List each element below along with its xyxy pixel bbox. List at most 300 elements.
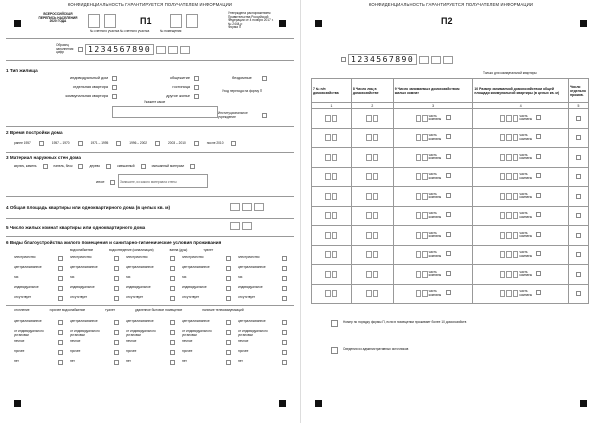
digit-box[interactable] (332, 212, 338, 219)
digit-box[interactable] (332, 173, 338, 180)
checkbox[interactable] (114, 360, 119, 365)
checkbox[interactable] (446, 154, 451, 159)
checkbox[interactable] (226, 286, 231, 291)
digit-box[interactable] (325, 212, 331, 219)
note-more-households: Номер по порядку формы П, если в помещении проживает более 10 домохозяйств (343, 320, 467, 324)
checkbox[interactable] (282, 286, 287, 291)
digit-box[interactable] (373, 290, 379, 297)
amenity-option: централизованное (126, 319, 154, 323)
checkbox[interactable] (114, 340, 119, 345)
confidentiality-header: КОНФИДЕНЦИАЛЬНОСТЬ ГАРАНТИРУЕТСЯ ПОЛУЧАТЕЛЕМ ИНФОРМАЦИИ (67, 2, 233, 7)
digit-box[interactable] (506, 134, 512, 141)
amenity-option: печное (182, 339, 193, 343)
col-census-label: № помещения (160, 29, 182, 33)
form-code-p1: П1 (140, 16, 152, 26)
col-number: 1 (312, 103, 352, 109)
checkbox[interactable] (446, 115, 451, 120)
checkbox[interactable] (58, 276, 63, 281)
checkbox[interactable] (170, 360, 175, 365)
digit-box[interactable] (332, 134, 338, 141)
digit-box[interactable] (180, 46, 190, 54)
digit-box[interactable] (500, 290, 506, 297)
checkbox[interactable] (231, 141, 236, 146)
digit-box[interactable] (506, 271, 512, 278)
digit-box[interactable] (422, 251, 428, 258)
checkbox[interactable] (576, 135, 581, 140)
digit-box[interactable] (506, 193, 512, 200)
amenity-option: индивидуальное (182, 285, 207, 289)
digit-box[interactable] (332, 232, 338, 239)
checkbox[interactable] (282, 276, 287, 281)
amenity-option: нет (126, 359, 131, 363)
checkbox[interactable] (331, 320, 338, 327)
checkbox[interactable] (112, 85, 117, 90)
checkbox[interactable] (536, 134, 541, 139)
table-row (312, 109, 589, 129)
checkbox[interactable] (194, 141, 199, 146)
amenity-option: отсутствует (126, 295, 144, 299)
amenity-option: газ (126, 275, 131, 279)
checkbox[interactable] (226, 350, 231, 355)
digit-box[interactable] (513, 212, 519, 219)
checkbox[interactable] (110, 180, 115, 185)
digit-box[interactable] (422, 154, 428, 161)
checkbox[interactable] (536, 271, 541, 276)
sample-digits: 1234567890 (85, 44, 154, 55)
table-row (312, 128, 589, 148)
digit-box[interactable] (168, 46, 178, 54)
checkbox[interactable] (446, 271, 451, 276)
checkbox[interactable] (58, 350, 63, 355)
digit-box[interactable] (500, 232, 506, 239)
amenity-option: централизованное (126, 265, 154, 269)
digit-box[interactable] (506, 290, 512, 297)
amenity-option: печное (70, 339, 81, 343)
digit-box[interactable] (422, 115, 428, 122)
room-part-label: часть комнаты (519, 250, 533, 258)
room-part-label: часть комнаты (428, 152, 442, 161)
checkbox[interactable] (282, 360, 287, 365)
digit-box[interactable] (416, 232, 422, 239)
checkbox[interactable] (112, 76, 117, 81)
checkbox[interactable] (576, 174, 581, 179)
digit-box[interactable] (373, 193, 379, 200)
digit-box[interactable] (416, 154, 422, 161)
digit-box[interactable] (325, 134, 331, 141)
checkbox[interactable] (170, 320, 175, 325)
digit-box[interactable] (325, 232, 331, 239)
amenity-option: газ (238, 275, 243, 279)
confidentiality-header: КОНФИДЕНЦИАЛЬНОСТЬ ГАРАНТИРУЕТСЯ ПОЛУЧАТЕЛЕМ ИНФОРМАЦИИ (368, 2, 534, 7)
option-apartment: отдельная квартира (72, 85, 108, 89)
digit-box[interactable] (513, 134, 519, 141)
rooms-input[interactable] (230, 222, 252, 230)
checkbox[interactable] (114, 256, 119, 261)
digit-box[interactable] (422, 290, 428, 297)
approval-note: Утверждена распоряжением Правительства Российской Федерации от 4 ноября 2017 г. № 2444-р (228, 11, 274, 26)
digit-box[interactable] (513, 232, 519, 239)
amenity-column-heads: водоснабжение водоотведение (канализация) ванна (душ) туалет (70, 248, 214, 252)
checkbox[interactable] (194, 94, 199, 99)
checkbox[interactable] (446, 212, 451, 217)
form-p2-page (300, 0, 600, 423)
amenity-option: газ (14, 275, 19, 279)
room-part-label: часть комнаты (428, 289, 442, 297)
checkbox[interactable] (576, 252, 581, 257)
checkbox[interactable] (536, 154, 541, 159)
census-region-box[interactable] (88, 14, 100, 28)
table-row (312, 206, 589, 226)
checkbox[interactable] (536, 232, 541, 237)
sample-digits: 1234567890 (348, 54, 417, 65)
digit-box[interactable] (513, 193, 519, 200)
checkbox[interactable] (58, 286, 63, 291)
digit-box[interactable] (416, 134, 422, 141)
digit-box[interactable] (506, 173, 512, 180)
checkbox[interactable] (170, 330, 175, 335)
checkbox[interactable] (78, 164, 83, 169)
digit-box[interactable] (373, 212, 379, 219)
amenity-option: электричество (238, 255, 260, 259)
amenity-option: отсутствует (14, 295, 32, 299)
col-number: 5 (568, 103, 588, 109)
digit-box[interactable] (506, 232, 512, 239)
checkbox[interactable] (536, 115, 541, 120)
registration-mark (279, 400, 286, 407)
checkbox[interactable] (576, 116, 581, 121)
amenity-option: централизованное (70, 319, 98, 323)
room-part-label: часть комнаты (428, 172, 442, 180)
amenity-option: централизованное (14, 265, 42, 269)
digit-box[interactable] (416, 193, 422, 200)
checkbox[interactable] (226, 360, 231, 365)
checkbox[interactable] (58, 320, 63, 325)
room-part-label: часть комнаты (519, 269, 533, 278)
digit-box[interactable] (506, 115, 512, 122)
specify-label: Укажите какое (144, 100, 166, 104)
digit-box[interactable] (513, 271, 519, 278)
amenity-option: централизованное (238, 319, 266, 323)
digit-box[interactable] (373, 115, 379, 122)
checkbox[interactable] (226, 276, 231, 281)
digit-box[interactable] (373, 173, 379, 180)
checkbox[interactable] (112, 94, 117, 99)
digit-box[interactable] (419, 56, 429, 64)
digit-box[interactable] (513, 251, 519, 258)
digit-box[interactable] (500, 271, 506, 278)
amenity-option: прочее (238, 349, 249, 353)
digit-box[interactable] (366, 212, 372, 219)
census-region-box[interactable] (104, 14, 116, 28)
amenity-option: централизованное (238, 265, 266, 269)
digit-box[interactable] (500, 115, 506, 122)
digit-box[interactable] (422, 173, 428, 180)
amenity-option: газ (182, 275, 187, 279)
digit-box[interactable] (506, 251, 512, 258)
area-input[interactable] (230, 203, 264, 211)
table-row (312, 265, 589, 285)
amenity-option: электричество (182, 255, 204, 259)
registration-mark (14, 400, 21, 407)
amenity-option: от индивидуального установки (126, 329, 156, 337)
checkbox[interactable] (536, 173, 541, 178)
digit-box[interactable] (332, 154, 338, 161)
form-label: Форма П (228, 25, 242, 29)
digit-box[interactable] (373, 154, 379, 161)
digit-box[interactable] (373, 232, 379, 239)
amenity-option: электричество (70, 255, 92, 259)
amenity-option: печное (126, 339, 137, 343)
checkbox[interactable] (155, 141, 160, 146)
digit-box[interactable] (500, 154, 506, 161)
checkbox[interactable] (114, 330, 119, 335)
digit-box[interactable] (366, 193, 372, 200)
checkbox[interactable] (43, 164, 48, 169)
table-row (312, 148, 589, 168)
checkbox[interactable] (116, 141, 121, 146)
digit-box[interactable] (373, 251, 379, 258)
digit-box[interactable] (366, 134, 372, 141)
digit-box[interactable] (506, 154, 512, 161)
amenity-option: газ (70, 275, 75, 279)
digit-box[interactable] (366, 232, 372, 239)
digit-box[interactable] (332, 251, 338, 258)
section-3-title: 3 Материал наружных стен дома (6, 155, 81, 160)
digit-box[interactable] (422, 232, 428, 239)
section-6-title: 6 Виды благоустройства жилого помещения и санитарно-гигиенические условия проживания (6, 240, 222, 245)
registration-mark (580, 20, 587, 27)
room-part-label: часть комнаты (519, 230, 533, 239)
checkbox[interactable] (446, 134, 451, 139)
digit-box[interactable] (416, 212, 422, 219)
checkbox[interactable] (114, 296, 119, 301)
amenity-option: печное (14, 339, 25, 343)
digit-box[interactable] (422, 212, 428, 219)
option-other-housing: другое жилье (166, 94, 190, 98)
room-part-label: часть комнаты (428, 269, 442, 278)
digit-box[interactable] (325, 193, 331, 200)
checkbox[interactable] (331, 347, 338, 354)
room-part-label: часть комнаты (519, 211, 533, 219)
digit-box[interactable] (416, 271, 422, 278)
checkbox[interactable] (576, 155, 581, 160)
form-code-p2: П2 (441, 16, 453, 26)
amenity-option: централизованное (182, 265, 210, 269)
checkbox[interactable] (576, 272, 581, 277)
digit-box[interactable] (366, 251, 372, 258)
checkbox[interactable] (114, 320, 119, 325)
digit-box[interactable] (513, 173, 519, 180)
checkbox[interactable] (78, 141, 83, 146)
checkbox[interactable] (446, 173, 451, 178)
section-4-title: 4 Общая площадь квартиры или одноквартирного дома (в целых кв. м) (6, 205, 171, 210)
amenity-option: электричество (126, 255, 148, 259)
amenity-option: индивидуальное (70, 285, 95, 289)
checkbox[interactable] (170, 350, 175, 355)
checkbox[interactable] (170, 266, 175, 271)
checkbox[interactable] (446, 251, 451, 256)
digit-box[interactable] (416, 290, 422, 297)
checkbox[interactable] (446, 290, 451, 295)
digit-box[interactable] (332, 115, 338, 122)
digit-box[interactable] (506, 212, 512, 219)
amenity-option: централизованное (182, 319, 210, 323)
room-part-label: часть комнаты (428, 211, 442, 219)
digit-box[interactable] (431, 56, 441, 64)
digit-box[interactable] (332, 290, 338, 297)
checkbox[interactable] (576, 291, 581, 296)
checkbox[interactable] (194, 85, 199, 90)
digit-box[interactable] (325, 290, 331, 297)
checkbox[interactable] (282, 256, 287, 261)
checkbox[interactable] (446, 193, 451, 198)
digit-box[interactable] (443, 56, 453, 64)
checkbox[interactable] (536, 193, 541, 198)
checkbox[interactable] (170, 276, 175, 281)
section-5-title: 5 Число жилых комнат квартиры или одноквартирного дома (6, 225, 146, 230)
checkbox[interactable] (194, 76, 199, 81)
checkbox[interactable] (39, 141, 44, 146)
option-individual-house: индивидуальный дом (69, 76, 108, 80)
digit-box[interactable] (366, 115, 372, 122)
checkbox[interactable] (58, 256, 63, 261)
room-part-label: часть комнаты (519, 113, 533, 122)
sample-checkbox[interactable] (341, 57, 346, 62)
digit-box[interactable] (325, 115, 331, 122)
checkbox[interactable] (58, 360, 63, 365)
digit-box[interactable] (156, 46, 166, 54)
digit-box[interactable] (373, 134, 379, 141)
room-part-label: часть комнаты (519, 289, 533, 297)
amenity-option: отсутствует (182, 295, 200, 299)
census-title: ВСЕРОССИЙСКАЯ ПЕРЕПИСЬ НАСЕЛЕНИЯ 2020 ГОДА (38, 12, 78, 24)
checkbox[interactable] (226, 256, 231, 261)
checkbox[interactable] (536, 290, 541, 295)
checkbox[interactable] (282, 296, 287, 301)
checkbox[interactable] (536, 212, 541, 217)
digit-box[interactable] (366, 173, 372, 180)
checkbox[interactable] (226, 340, 231, 345)
checkbox[interactable] (190, 164, 195, 169)
other-housing-input[interactable] (112, 106, 218, 118)
checkbox[interactable] (282, 350, 287, 355)
go-to-form-note: Уход перехода на форму П (222, 89, 263, 93)
checkbox[interactable] (262, 113, 267, 118)
digit-box[interactable] (325, 173, 331, 180)
checkbox[interactable] (576, 213, 581, 218)
col-header: 9 Число занимаемых домохозяйством жилых комнат (393, 79, 473, 103)
households-table (311, 78, 589, 304)
checkbox[interactable] (170, 286, 175, 291)
registration-mark (14, 20, 21, 27)
checkbox[interactable] (446, 232, 451, 237)
checkbox[interactable] (114, 266, 119, 271)
digit-box[interactable] (373, 271, 379, 278)
checkbox[interactable] (262, 76, 267, 81)
amenity-option: от индивидуального установки (182, 329, 212, 337)
checkbox[interactable] (226, 330, 231, 335)
registration-mark (315, 400, 322, 407)
digit-box[interactable] (416, 115, 422, 122)
digit-box[interactable] (500, 212, 506, 219)
amenity-option: нет (238, 359, 243, 363)
amenity-option: прочее (14, 349, 25, 353)
sample-checkbox[interactable] (78, 47, 83, 52)
digit-box[interactable] (422, 193, 428, 200)
digit-box[interactable] (422, 134, 428, 141)
digit-box[interactable] (513, 290, 519, 297)
checkbox[interactable] (58, 340, 63, 345)
checkbox[interactable] (170, 296, 175, 301)
registration-mark (580, 400, 587, 407)
room-part-label: часть комнаты (428, 230, 442, 239)
checkbox[interactable] (282, 266, 287, 271)
census-region-box[interactable] (186, 14, 198, 28)
amenity-option: индивидуальное (14, 285, 39, 289)
checkbox[interactable] (58, 330, 63, 335)
digit-box[interactable] (366, 290, 372, 297)
digit-box[interactable] (332, 193, 338, 200)
amenity-option: электричество (14, 255, 36, 259)
amenity-option: печное (238, 339, 249, 343)
checkbox[interactable] (282, 330, 287, 335)
table-row (312, 245, 589, 265)
checkbox[interactable] (170, 256, 175, 261)
section-1-title: 1 Тип жилища (6, 68, 38, 73)
digit-box[interactable] (416, 173, 422, 180)
digit-box[interactable] (500, 173, 506, 180)
digit-box[interactable] (366, 271, 372, 278)
digit-box[interactable] (325, 271, 331, 278)
checkbox[interactable] (282, 320, 287, 325)
digit-box[interactable] (325, 251, 331, 258)
col-header: 7 № п/п домохозяйства (312, 79, 352, 103)
digit-box[interactable] (366, 154, 372, 161)
digit-box[interactable] (500, 251, 506, 258)
col-header: 8 Число лиц в домохозяйстве (351, 79, 393, 103)
option-communal: коммунальная квартира (65, 94, 108, 98)
checkbox[interactable] (114, 350, 119, 355)
checkbox[interactable] (114, 286, 119, 291)
institution-label: Институциональное учреждение (218, 111, 248, 119)
digit-box[interactable] (325, 154, 331, 161)
checkbox[interactable] (282, 340, 287, 345)
digit-box[interactable] (422, 271, 428, 278)
checkbox[interactable] (576, 194, 581, 199)
checkbox[interactable] (170, 340, 175, 345)
checkbox[interactable] (226, 296, 231, 301)
checkbox[interactable] (576, 233, 581, 238)
checkbox[interactable] (226, 266, 231, 271)
checkbox[interactable] (106, 164, 111, 169)
checkbox[interactable] (58, 296, 63, 301)
digit-box[interactable] (500, 134, 506, 141)
checkbox[interactable] (226, 320, 231, 325)
checkbox[interactable] (536, 251, 541, 256)
digit-box[interactable] (416, 251, 422, 258)
digit-box[interactable] (513, 115, 519, 122)
room-part-label: часть комнаты (519, 152, 533, 161)
digit-box[interactable] (500, 193, 506, 200)
room-part-label: часть комнаты (428, 113, 442, 122)
digit-box[interactable] (513, 154, 519, 161)
checkbox[interactable] (141, 164, 146, 169)
checkbox[interactable] (114, 276, 119, 281)
census-region-box[interactable] (170, 14, 182, 28)
amenity-option: отсутствует (70, 295, 88, 299)
checkbox[interactable] (58, 266, 63, 271)
digit-box[interactable] (332, 271, 338, 278)
